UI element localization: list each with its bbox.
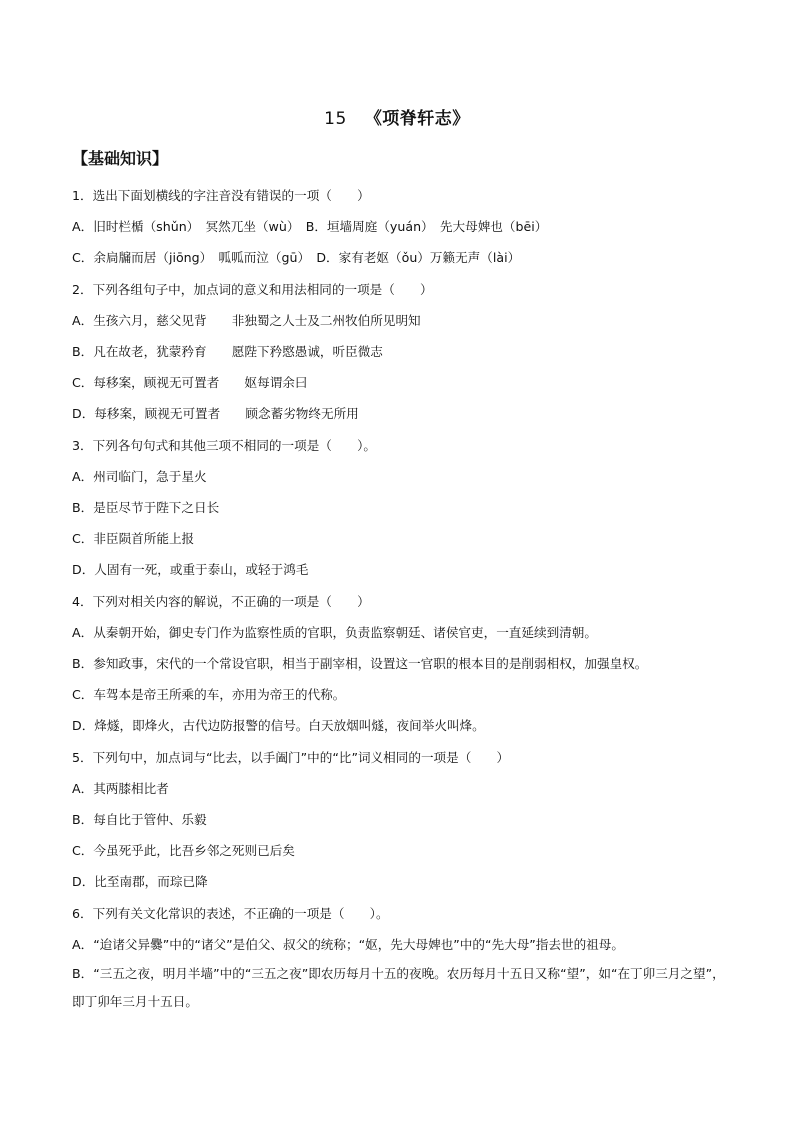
question-5-option-b: B．每自比于管仲、乐毅: [72, 812, 207, 828]
lesson-number: 15: [324, 109, 347, 129]
question-1-options-ab: A．旧时栏楯（shǔn） 冥然兀坐（wù） B．垣墙周庭（yuán） 先大母婢也（bēi）: [72, 219, 548, 235]
question-1-options-cd: C．余扃牖而居（jiōng） 呱呱而泣（gū） D．家有老妪（ǒu）万籁无声（lài）: [72, 250, 521, 266]
question-4-option-c: C．车驾本是帝王所乘的车，亦用为帝王的代称。: [72, 687, 346, 703]
question-5-option-c: C．今虽死乎此，比吾乡邻之死则已后矣: [72, 843, 295, 859]
question-1-stem: 1．选出下面划横线的字注音没有错误的一项（ ）: [72, 188, 370, 203]
page-title: [0, 104, 794, 129]
question-3-option-a: A．州司临门，急于星火: [72, 468, 207, 484]
question-4-stem: 4．下列对相关内容的解说，不正确的一项是（ ）: [72, 593, 370, 609]
question-5-option-a: A．其两膝相比者: [72, 780, 169, 796]
lesson-title: 《项脊轩志》: [364, 109, 470, 129]
question-2-option-c: C．每移案，顾视无可置者 妪每谓余曰: [72, 375, 308, 391]
question-5-stem: 5．下列句中，加点词与“比去，以手阖门”中的“比”词义相同的一项是（ ）: [72, 749, 510, 765]
question-2-option-a: A．生孩六月，慈父见背 非独蜀之人士及二州牧伯所见明知: [72, 312, 421, 328]
question-6-option-b: B．“三五之夜，明月半墙”中的“三五之夜”即农历每月十五的夜晚。农历每月十五日又称“望”，如“在丁卯三月之望”，即丁卯年三月十五日。: [72, 966, 725, 1010]
question-6-option-a: A．“迨诸父异爨”中的“诸父”是伯父、叔父的统称；“妪，先大母婢也”中的“先大母”指去世的祖母。: [72, 936, 624, 952]
question-3-option-c: C．非臣陨首所能上报: [72, 531, 195, 547]
question-2-option-d: D．每移案，顾视无可置者 顾念蓄劣物终无所用: [72, 406, 359, 422]
section-heading: 【基础知识】: [72, 149, 169, 168]
question-2-option-b: B．凡在故老，犹蒙矜育 愿陛下矜愍愚诚，听臣微志: [72, 344, 383, 360]
question-3-stem: 3．下列各句句式和其他三项不相同的一项是（ ）。: [72, 437, 376, 453]
question-3-option-d: D．人固有一死，或重于泰山，或轻于鸿毛: [72, 562, 309, 578]
question-4-option-b: B．参知政事，宋代的一个常设官职，相当于副宰相，设置这一官职的根本目的是削弱相权，加强皇权。: [72, 656, 648, 672]
question-4-option-d: D．烽燧，即烽火，古代边防报警的信号。白天放烟叫燧，夜间举火叫烽。: [72, 718, 485, 734]
question-6-stem: 6．下列有关文化常识的表述，不正确的一项是（ ）。: [72, 905, 389, 921]
question-4-option-a: A．从秦朝开始，御史专门作为监察性质的官职，负责监察朝廷、诸侯官吏，一直延续到清朝。: [72, 624, 597, 640]
question-5-option-d: D．比至南郡，而琮已降: [72, 874, 208, 890]
question-list: [72, 180, 732, 1019]
question-2-stem: 2．下列各组句子中，加点词的意义和用法相同的一项是（ ）: [72, 281, 433, 297]
question-3-option-b: B．是臣尽节于陛下之日长: [72, 500, 220, 516]
